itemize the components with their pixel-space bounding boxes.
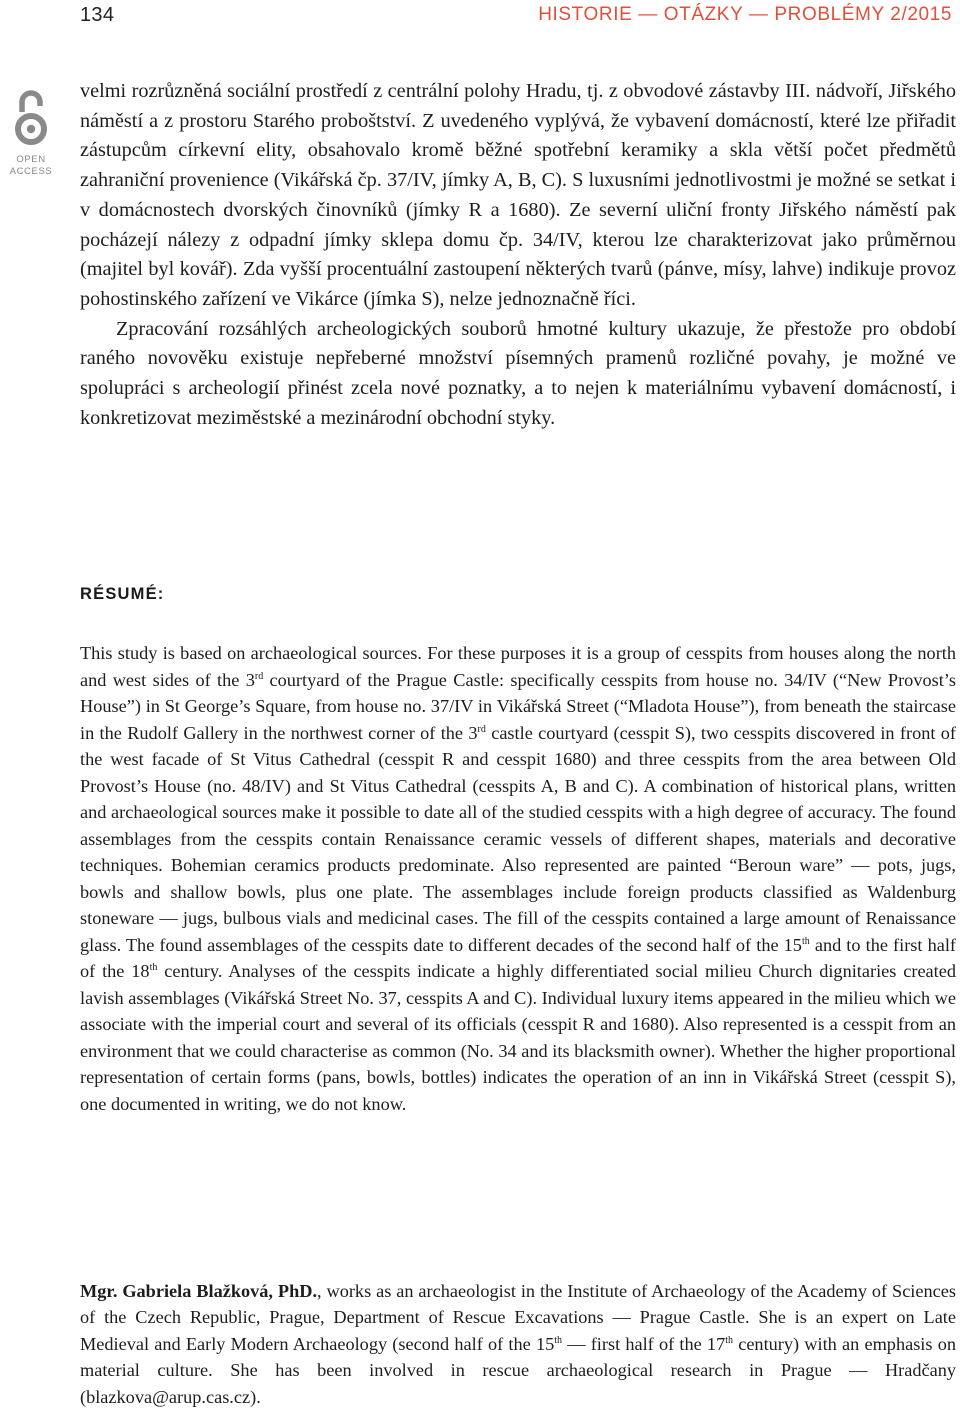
- open-access-lock-icon: [14, 88, 48, 148]
- resume-heading: RÉSUMÉ:: [80, 585, 165, 603]
- open-access-label-access: ACCESS: [9, 166, 53, 177]
- body-paragraph-2: Zpracování rozsáhlých archeologických souborů hmotné kultury ukazuje, že přestože pro období raného novověku existuje nepřeberné množství písemných pramenů rozličné povahy, je možné ve spolupráci s archeologií přinést zcela nové poznatky, a to nejen k materiálnímu vybavení domácností, i konkretizovat meziměstské a mezinárodní obchodní styky.: [80, 317, 956, 429]
- resume-abstract: [80, 640, 956, 1117]
- body-paragraph-1: velmi rozrůzněná sociální prostředí z centrální polohy Hradu, tj. z obvodové zástavby III. nádvoří, Jiřského náměstí a z prostoru Starého proboštství. Z uvedeného vyplývá, že vybavení domácností, které lze přiřadit zástupcům církevní elity, obsahovalo kromě běžné spotřební keramiky a skla větší počet předmětů zahraniční provenience (Vikářská čp. 37/IV, jímky A, B, C). S luxusními jednotlivostmi je možné se setkat i v domácnostech dvorských činovníků (jímky R a 1680). Ze severní uliční fronty Jiřského náměstí pak pocházejí nálezy z odpadní jímky sklepa domu čp. 34/IV, kterou lze charakterizovat jako průměrnou (majitel byl kovář). Zda vyšší procentuální zastoupení některých tvarů (pánve, mísy, lahve) indikuje provoz pohostinského zařízení ve Vikárce (jímka S), nelze jednoznačně říci.: [80, 80, 956, 310]
- author-bio-paragraph: Mgr. Gabriela Blažková, PhD., works as an archaeologist in the Institute of Archaeology of the Academy of Sciences of the Czech Republic, Prague, Department of Rescue Excavations — Prague Castle. She is an expert on Late Medieval and Early Modern Archaeology (second half of the 15th — first half of the 17th century) with an emphasis on material culture. She has been involved in rescue archaeological research in Prague — Hradčany (blazkova@arup.cas.cz).: [80, 1281, 956, 1407]
- author-name: Mgr. Gabriela Blažková, PhD.: [80, 1281, 318, 1301]
- resume-paragraph: This study is based on archaeological sources. For these purposes it is a group of cesspits from houses along the north and west sides of the 3rd courtyard of the Prague Castle: specifically cesspits from house no. 34/IV (“New Provost’s House”) in St George’s Square, from house no. 37/IV in Vikářská Street (“Mladota House”), from beneath the staircase in the Rudolf Gallery in the northwest corner of the 3rd castle courtyard (cesspit S), two cesspits discovered in front of the west facade of St Vitus Cathedral (cesspit R and cesspit 1680) and three cesspits from the area between Old Provost’s House (no. 48/IV) and St Vitus Cathedral (cesspits A, B and C). A combination of historical plans, written and archaeological sources make it possible to date all of the studied cesspits with a high degree of accuracy. The found assemblages from the cesspits contain Renaissance ceramic vessels of different shapes, materials and decorative techniques. Bohemian ceramics products predominate. Also represented are painted “Beroun ware” — pots, jugs, bowls and shallow bowls, plus one plate. The assemblages include foreign products classified as Waldenburg stoneware — jugs, bulbous vials and medicinal cases. The fill of the cesspits contained a large amount of Renaissance glass. The found assemblages of the cesspits date to different decades of the second half of the 15th and to the first half of the 18th century. Analyses of the cesspits indicate a highly differentiated social milieu Church dignitaries created lavish assemblages (Vikářská Street No. 37, cesspits A and C). Individual luxury items appeared in the milieu which we associate with the imperial court and several of its officials (cesspit R and 1680). Also represented is a cesspit from an environment that we could characterise as common (No. 34 and its blacksmith owner). Whether the higher proportional representation of certain forms (pans, bowls, bottles) indicates the operation of an inn in Vikářská Street (cesspit S), one documented in writing, we do not know.: [80, 643, 957, 1114]
- article-body: [80, 77, 956, 433]
- running-head: HISTORIE — OTÁZKY — PROBLÉMY 2/2015: [538, 4, 952, 25]
- page-header: [0, 2, 960, 30]
- author-bio: [80, 1278, 956, 1410]
- open-access-label-open: OPEN: [16, 154, 46, 165]
- open-access-logo: [0, 88, 62, 183]
- page-number: 134: [80, 4, 115, 26]
